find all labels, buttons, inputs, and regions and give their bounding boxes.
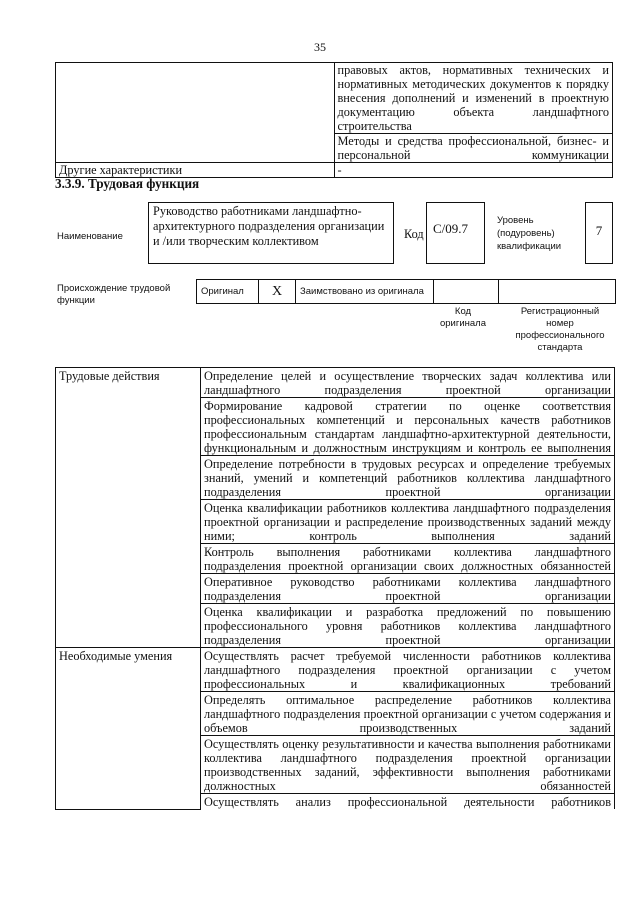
table-cell: Методы и средства профессиональной, бизнес- и персональной коммуникации [334, 134, 613, 163]
registration-number-cell [499, 280, 616, 304]
section-title: 3.3.9. Трудовая функция [55, 176, 200, 191]
table-cell: Осуществлять оценку результативности и качества выполнения работниками коллектива ландшафтного подразделения проектной организации производственных заданий, эффективности выполнения работниками должностных обязанностей [201, 736, 615, 794]
characteristics-table [55, 62, 613, 178]
code-label: Код [404, 227, 424, 241]
table-cell: Оценка квалификации и разработка предложений по повышению профессионального уровня работников коллектива ландшафтного подразделения проектной организации [201, 604, 615, 648]
table-row [56, 368, 615, 398]
table-cell: Определение потребности в трудовых ресурсах и определение требуемых знаний, умений и компетенций работников коллектива ландшафтного подразделения проектной организации [201, 456, 615, 500]
table-cell: Оперативное руководство работниками коллектива ландшафтного подразделения проектной организации [201, 574, 615, 604]
table-cell: Формирование кадровой стратегии по оценке соответствия профессиональных компетенций и персональных качеств работников профессиональным стандартам ландшафтно-архитектурной деятельности, функциональным и должностным инструкциям и контроль ее выполнения [201, 398, 615, 456]
table-row [56, 648, 615, 692]
original-code-cell [434, 280, 499, 304]
section-label-actions: Трудовые действия [56, 368, 201, 648]
table-row [56, 63, 613, 134]
table-cell: правовых актов, нормативных технических и нормативных методических документов к порядку внесения дополнений и изменений в проектную документацию объекта ландшафтного строительства [334, 63, 613, 134]
original-label: Оригинал [197, 280, 259, 304]
function-name: Руководство работниками ландшафтно-архитектурного подразделения организации и /или творческим коллективом [148, 202, 394, 264]
table-cell: Контроль выполнения работниками коллектива ландшафтного подразделения проектной организации своих должностных обязанностей [201, 544, 615, 574]
origin-label: Происхождение трудовой функции [57, 283, 171, 306]
code-caption: Код оригинала [439, 306, 486, 329]
borrowed-label: Заимствовано из оригинала [296, 280, 434, 304]
registration-caption: Регистрационный номер профессионального стандарта [515, 306, 605, 353]
table-cell: Осуществлять анализ профессиональной деятельности работников [201, 794, 615, 810]
table-cell: Осуществлять расчет требуемой численности работников коллектива ландшафтного подразделения проектной организации с учетом профессиональных и квалификационных требований [201, 648, 615, 692]
section-label-skills: Необходимые умения [56, 648, 201, 810]
function-code: C/09.7 [426, 202, 485, 264]
table-cell: - [334, 163, 613, 178]
table-row [197, 280, 616, 304]
level-label: Уровень (подуровень) квалификации [497, 215, 562, 252]
labor-function-table [55, 367, 615, 810]
name-label: Наименование [57, 231, 123, 242]
page-number: 35 [314, 40, 326, 54]
original-mark: X [259, 280, 296, 304]
table-cell: Оценка квалификации работников коллектива ландшафтного подразделения проектной организации и распределение производственных заданий между ними; контроль выполнения заданий [201, 500, 615, 544]
table-cell: Определять оптимальное распределение работников коллектива ландшафтного подразделения проектной организации с учетом содержания и объемов производственных заданий [201, 692, 615, 736]
table-cell: Определение целей и осуществление творческих задач коллектива или ландшафтного подразделения проектной организации [201, 368, 615, 398]
row-label: Другие характеристики [56, 163, 335, 178]
origin-table [196, 279, 616, 304]
qualification-level: 7 [585, 202, 613, 264]
row-label [56, 63, 335, 163]
